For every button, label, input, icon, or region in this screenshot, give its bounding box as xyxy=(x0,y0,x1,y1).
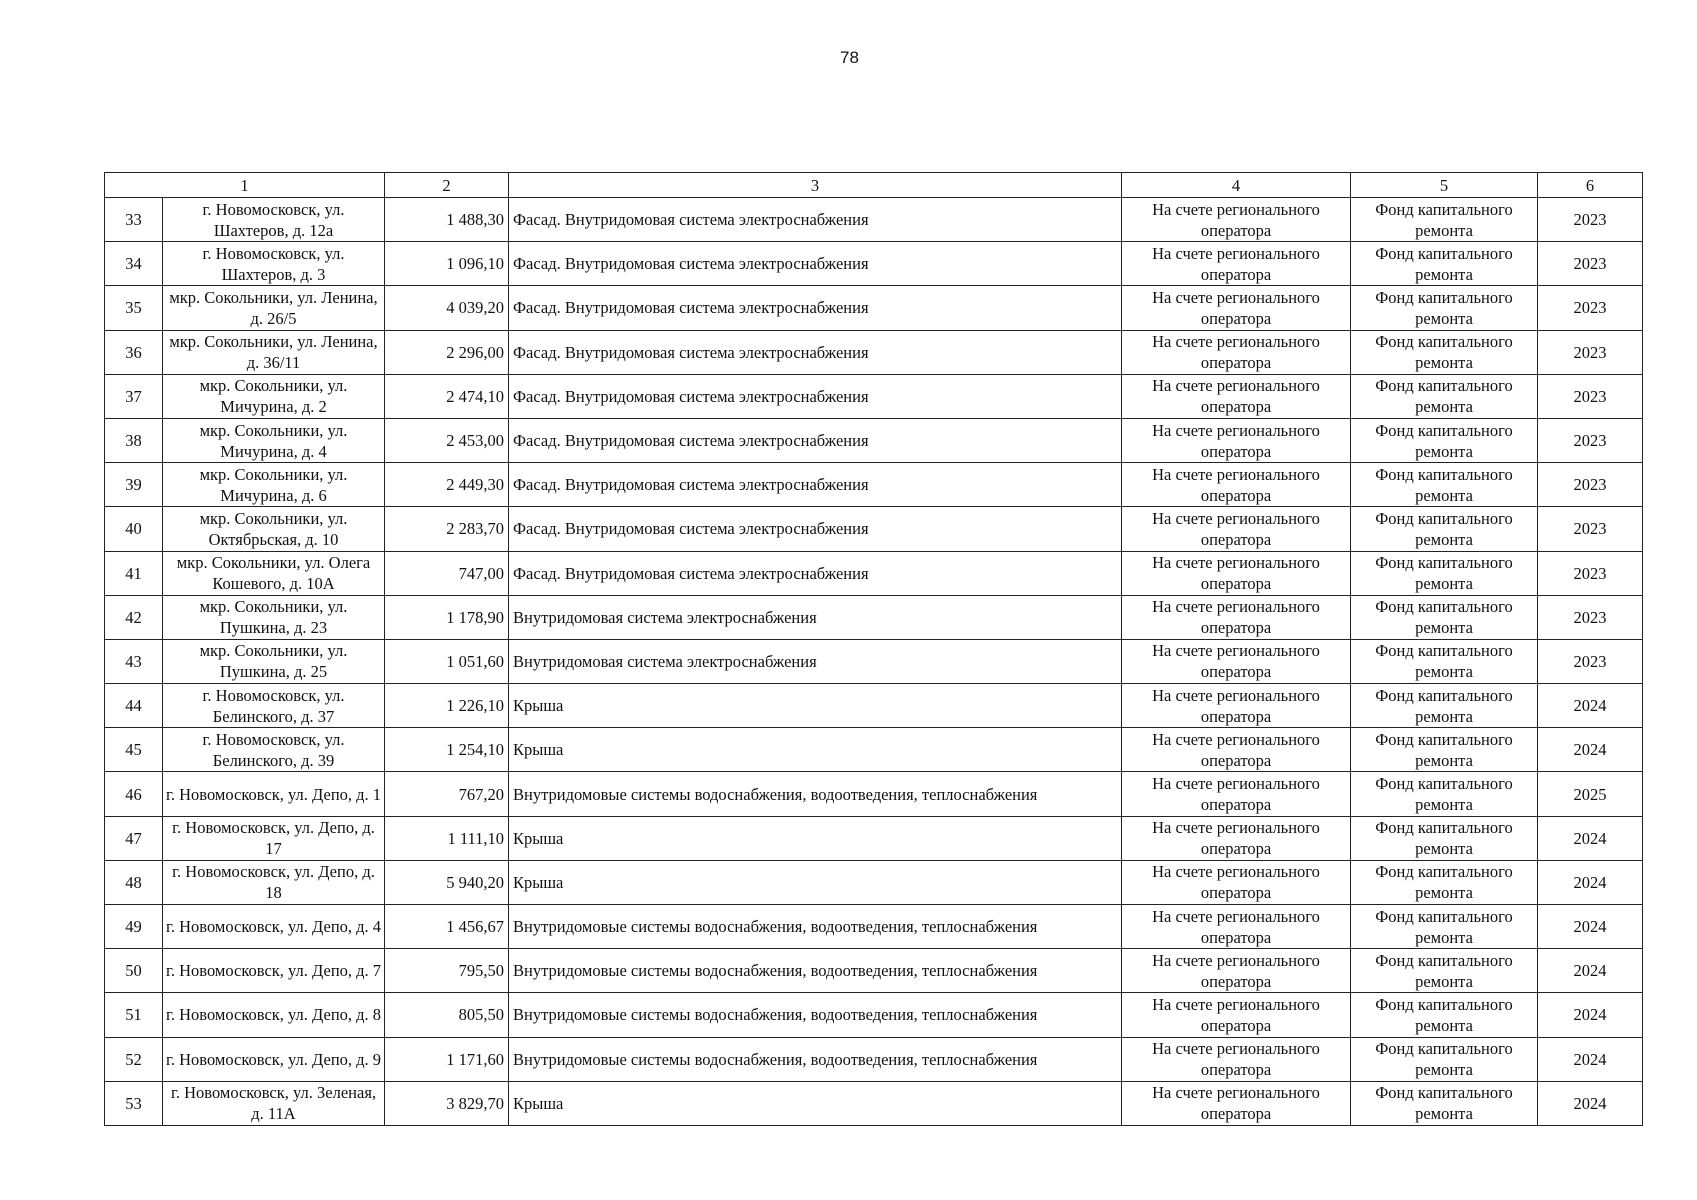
address-cell: г. Новомосковск, ул. Депо, д. 17 xyxy=(163,816,385,860)
table-row xyxy=(105,684,1643,728)
account-cell: На счете регионального оператора xyxy=(1122,1081,1351,1125)
funding-source-cell: Фонд капитального ремонта xyxy=(1351,816,1538,860)
row-number-cell: 34 xyxy=(105,242,163,286)
account-cell: На счете регионального оператора xyxy=(1122,242,1351,286)
table-row xyxy=(105,728,1643,772)
works-cell: Внутридомовые системы водоснабжения, водоотведения, теплоснабжения xyxy=(509,1037,1122,1081)
address-cell: мкр. Сокольники, ул. Олега Кошевого, д. 10А xyxy=(163,551,385,595)
row-number-cell: 48 xyxy=(105,860,163,904)
address-cell: мкр. Сокольники, ул. Ленина, д. 26/5 xyxy=(163,286,385,330)
address-cell: г. Новомосковск, ул. Депо, д. 18 xyxy=(163,860,385,904)
works-cell: Внутридомовые системы водоснабжения, водоотведения, теплоснабжения xyxy=(509,949,1122,993)
table-row xyxy=(105,242,1643,286)
area-cell: 2 453,00 xyxy=(385,418,509,462)
address-cell: г. Новомосковск, ул. Шахтеров, д. 12а xyxy=(163,198,385,242)
funding-source-cell: Фонд капитального ремонта xyxy=(1351,595,1538,639)
account-cell: На счете регионального оператора xyxy=(1122,198,1351,242)
area-cell: 1 171,60 xyxy=(385,1037,509,1081)
account-cell: На счете регионального оператора xyxy=(1122,728,1351,772)
column-header-2: 2 xyxy=(385,173,509,198)
page-number: 78 xyxy=(840,48,859,67)
account-cell: На счете регионального оператора xyxy=(1122,374,1351,418)
year-cell: 2023 xyxy=(1538,330,1643,374)
address-cell: мкр. Сокольники, ул. Октябрьская, д. 10 xyxy=(163,507,385,551)
account-cell: На счете регионального оператора xyxy=(1122,1037,1351,1081)
account-cell: На счете регионального оператора xyxy=(1122,286,1351,330)
header-row xyxy=(105,173,1643,198)
year-cell: 2024 xyxy=(1538,1037,1643,1081)
table-row xyxy=(105,198,1643,242)
works-cell: Крыша xyxy=(509,860,1122,904)
address-cell: г. Новомосковск, ул. Депо, д. 4 xyxy=(163,905,385,949)
year-cell: 2024 xyxy=(1538,816,1643,860)
works-cell: Фасад. Внутридомовая система электроснабжения xyxy=(509,418,1122,462)
year-cell: 2023 xyxy=(1538,286,1643,330)
works-cell: Крыша xyxy=(509,816,1122,860)
account-cell: На счете регионального оператора xyxy=(1122,595,1351,639)
year-cell: 2024 xyxy=(1538,949,1643,993)
table-row xyxy=(105,816,1643,860)
area-cell: 2 449,30 xyxy=(385,463,509,507)
address-cell: мкр. Сокольники, ул. Мичурина, д. 6 xyxy=(163,463,385,507)
works-cell: Фасад. Внутридомовая система электроснабжения xyxy=(509,242,1122,286)
funding-source-cell: Фонд капитального ремонта xyxy=(1351,684,1538,728)
year-cell: 2024 xyxy=(1538,728,1643,772)
address-cell: г. Новомосковск, ул. Шахтеров, д. 3 xyxy=(163,242,385,286)
funding-source-cell: Фонд капитального ремонта xyxy=(1351,463,1538,507)
table-row xyxy=(105,1037,1643,1081)
funding-source-cell: Фонд капитального ремонта xyxy=(1351,330,1538,374)
table-row xyxy=(105,1081,1643,1125)
table-row xyxy=(105,993,1643,1037)
row-number-cell: 45 xyxy=(105,728,163,772)
table-body xyxy=(105,198,1643,1126)
table-row xyxy=(105,639,1643,683)
works-cell: Крыша xyxy=(509,1081,1122,1125)
account-cell: На счете регионального оператора xyxy=(1122,551,1351,595)
works-cell: Фасад. Внутридомовая система электроснабжения xyxy=(509,286,1122,330)
column-header-1: 1 xyxy=(105,173,385,198)
address-cell: мкр. Сокольники, ул. Мичурина, д. 4 xyxy=(163,418,385,462)
row-number-cell: 38 xyxy=(105,418,163,462)
address-cell: г. Новомосковск, ул. Белинского, д. 37 xyxy=(163,684,385,728)
column-header-4: 4 xyxy=(1122,173,1351,198)
funding-source-cell: Фонд капитального ремонта xyxy=(1351,860,1538,904)
area-cell: 2 474,10 xyxy=(385,374,509,418)
works-cell: Внутридомовые системы водоснабжения, водоотведения, теплоснабжения xyxy=(509,905,1122,949)
address-cell: г. Новомосковск, ул. Депо, д. 1 xyxy=(163,772,385,816)
year-cell: 2023 xyxy=(1538,639,1643,683)
row-number-cell: 42 xyxy=(105,595,163,639)
area-cell: 767,20 xyxy=(385,772,509,816)
address-cell: мкр. Сокольники, ул. Мичурина, д. 2 xyxy=(163,374,385,418)
capital-repair-table xyxy=(104,172,1643,1126)
table-row xyxy=(105,949,1643,993)
area-cell: 2 296,00 xyxy=(385,330,509,374)
row-number-cell: 44 xyxy=(105,684,163,728)
address-cell: г. Новомосковск, ул. Белинского, д. 39 xyxy=(163,728,385,772)
works-cell: Фасад. Внутридомовая система электроснабжения xyxy=(509,463,1122,507)
area-cell: 1 456,67 xyxy=(385,905,509,949)
works-cell: Внутридомовая система электроснабжения xyxy=(509,595,1122,639)
area-cell: 1 488,30 xyxy=(385,198,509,242)
table-row xyxy=(105,507,1643,551)
account-cell: На счете регионального оператора xyxy=(1122,639,1351,683)
area-cell: 1 051,60 xyxy=(385,639,509,683)
row-number-cell: 53 xyxy=(105,1081,163,1125)
works-cell: Фасад. Внутридомовая система электроснабжения xyxy=(509,198,1122,242)
row-number-cell: 35 xyxy=(105,286,163,330)
works-cell: Фасад. Внутридомовая система электроснабжения xyxy=(509,507,1122,551)
funding-source-cell: Фонд капитального ремонта xyxy=(1351,905,1538,949)
table-row xyxy=(105,374,1643,418)
address-cell: мкр. Сокольники, ул. Ленина, д. 36/11 xyxy=(163,330,385,374)
funding-source-cell: Фонд капитального ремонта xyxy=(1351,772,1538,816)
table-row xyxy=(105,860,1643,904)
year-cell: 2024 xyxy=(1538,905,1643,949)
area-cell: 805,50 xyxy=(385,993,509,1037)
area-cell: 1 096,10 xyxy=(385,242,509,286)
row-number-cell: 46 xyxy=(105,772,163,816)
account-cell: На счете регионального оператора xyxy=(1122,418,1351,462)
works-cell: Внутридомовые системы водоснабжения, водоотведения, теплоснабжения xyxy=(509,772,1122,816)
works-cell: Крыша xyxy=(509,728,1122,772)
area-cell: 5 940,20 xyxy=(385,860,509,904)
row-number-cell: 47 xyxy=(105,816,163,860)
area-cell: 2 283,70 xyxy=(385,507,509,551)
year-cell: 2023 xyxy=(1538,242,1643,286)
area-cell: 1 226,10 xyxy=(385,684,509,728)
area-cell: 747,00 xyxy=(385,551,509,595)
row-number-cell: 37 xyxy=(105,374,163,418)
address-cell: мкр. Сокольники, ул. Пушкина, д. 25 xyxy=(163,639,385,683)
address-cell: мкр. Сокольники, ул. Пушкина, д. 23 xyxy=(163,595,385,639)
row-number-cell: 51 xyxy=(105,993,163,1037)
area-cell: 795,50 xyxy=(385,949,509,993)
funding-source-cell: Фонд капитального ремонта xyxy=(1351,1037,1538,1081)
area-cell: 1 111,10 xyxy=(385,816,509,860)
year-cell: 2024 xyxy=(1538,993,1643,1037)
row-number-cell: 50 xyxy=(105,949,163,993)
funding-source-cell: Фонд капитального ремонта xyxy=(1351,1081,1538,1125)
table-row xyxy=(105,905,1643,949)
account-cell: На счете регионального оператора xyxy=(1122,684,1351,728)
account-cell: На счете регионального оператора xyxy=(1122,860,1351,904)
works-cell: Фасад. Внутридомовая система электроснабжения xyxy=(509,551,1122,595)
works-cell: Фасад. Внутридомовая система электроснабжения xyxy=(509,330,1122,374)
table-row xyxy=(105,772,1643,816)
row-number-cell: 36 xyxy=(105,330,163,374)
funding-source-cell: Фонд капитального ремонта xyxy=(1351,286,1538,330)
year-cell: 2023 xyxy=(1538,507,1643,551)
year-cell: 2023 xyxy=(1538,418,1643,462)
funding-source-cell: Фонд капитального ремонта xyxy=(1351,993,1538,1037)
column-header-5: 5 xyxy=(1351,173,1538,198)
area-cell: 3 829,70 xyxy=(385,1081,509,1125)
funding-source-cell: Фонд капитального ремонта xyxy=(1351,418,1538,462)
year-cell: 2023 xyxy=(1538,595,1643,639)
year-cell: 2024 xyxy=(1538,860,1643,904)
account-cell: На счете регионального оператора xyxy=(1122,772,1351,816)
address-cell: г. Новомосковск, ул. Зеленая, д. 11А xyxy=(163,1081,385,1125)
funding-source-cell: Фонд капитального ремонта xyxy=(1351,949,1538,993)
funding-source-cell: Фонд капитального ремонта xyxy=(1351,507,1538,551)
column-header-3: 3 xyxy=(509,173,1122,198)
area-cell: 1 254,10 xyxy=(385,728,509,772)
address-cell: г. Новомосковск, ул. Депо, д. 8 xyxy=(163,993,385,1037)
account-cell: На счете регионального оператора xyxy=(1122,463,1351,507)
year-cell: 2023 xyxy=(1538,198,1643,242)
row-number-cell: 39 xyxy=(105,463,163,507)
table-row xyxy=(105,286,1643,330)
funding-source-cell: Фонд капитального ремонта xyxy=(1351,728,1538,772)
account-cell: На счете регионального оператора xyxy=(1122,507,1351,551)
area-cell: 4 039,20 xyxy=(385,286,509,330)
address-cell: г. Новомосковск, ул. Депо, д. 7 xyxy=(163,949,385,993)
table-row xyxy=(105,551,1643,595)
year-cell: 2024 xyxy=(1538,684,1643,728)
funding-source-cell: Фонд капитального ремонта xyxy=(1351,374,1538,418)
table-row xyxy=(105,595,1643,639)
account-cell: На счете регионального оператора xyxy=(1122,816,1351,860)
row-number-cell: 41 xyxy=(105,551,163,595)
account-cell: На счете регионального оператора xyxy=(1122,949,1351,993)
table-row xyxy=(105,463,1643,507)
year-cell: 2023 xyxy=(1538,463,1643,507)
funding-source-cell: Фонд капитального ремонта xyxy=(1351,242,1538,286)
table-row xyxy=(105,418,1643,462)
year-cell: 2024 xyxy=(1538,1081,1643,1125)
funding-source-cell: Фонд капитального ремонта xyxy=(1351,551,1538,595)
year-cell: 2023 xyxy=(1538,374,1643,418)
funding-source-cell: Фонд капитального ремонта xyxy=(1351,639,1538,683)
address-cell: г. Новомосковск, ул. Депо, д. 9 xyxy=(163,1037,385,1081)
account-cell: На счете регионального оператора xyxy=(1122,905,1351,949)
row-number-cell: 49 xyxy=(105,905,163,949)
row-number-cell: 33 xyxy=(105,198,163,242)
row-number-cell: 40 xyxy=(105,507,163,551)
account-cell: На счете регионального оператора xyxy=(1122,330,1351,374)
table-row xyxy=(105,330,1643,374)
works-cell: Фасад. Внутридомовая система электроснабжения xyxy=(509,374,1122,418)
row-number-cell: 43 xyxy=(105,639,163,683)
column-header-6: 6 xyxy=(1538,173,1643,198)
row-number-cell: 52 xyxy=(105,1037,163,1081)
year-cell: 2025 xyxy=(1538,772,1643,816)
works-cell: Крыша xyxy=(509,684,1122,728)
funding-source-cell: Фонд капитального ремонта xyxy=(1351,198,1538,242)
area-cell: 1 178,90 xyxy=(385,595,509,639)
year-cell: 2023 xyxy=(1538,551,1643,595)
works-cell: Внутридомовые системы водоснабжения, водоотведения, теплоснабжения xyxy=(509,993,1122,1037)
works-cell: Внутридомовая система электроснабжения xyxy=(509,639,1122,683)
account-cell: На счете регионального оператора xyxy=(1122,993,1351,1037)
table-header xyxy=(105,173,1643,198)
